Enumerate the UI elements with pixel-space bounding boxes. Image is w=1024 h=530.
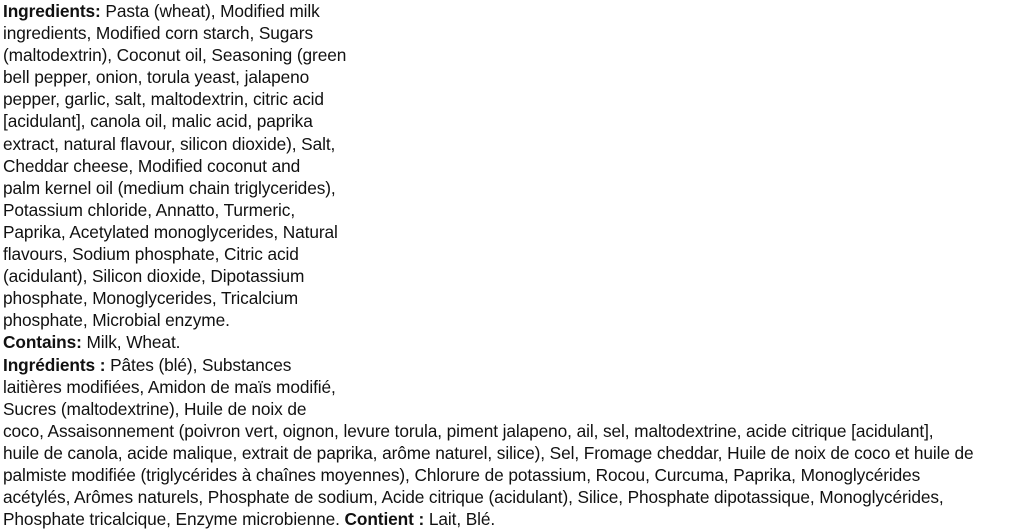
english-ingredients-line-15: phosphate, Microbial enzyme. (3, 310, 230, 331)
english-ingredients-line-1 (3, 0, 1024, 22)
french-contains-heading: Contient : (344, 509, 425, 530)
french-ingredients-line-1 (3, 354, 1024, 376)
french-ingredients-line-4: coco, Assaisonnement (poivron vert, oignon, levure torula, piment jalapeno, ail, sel, maltodextrine, acide citrique [acidulant], (3, 420, 934, 441)
english-ingredients-line-8: Cheddar cheese, Modified coconut and (3, 155, 301, 176)
english-ingredients-line-6: [acidulant], canola oil, malic acid, paprika (3, 111, 313, 132)
english-ingredients-line-4: bell pepper, onion, torula yeast, jalapeno (3, 67, 310, 88)
english-contains-text: Milk, Wheat. (81, 332, 181, 353)
english-ingredients-heading: Ingredients: (3, 1, 101, 21)
english-contains-line (3, 331, 1024, 353)
ingredients-label (3, 0, 1024, 530)
english-ingredients-text: Pasta (wheat), Modified milk (100, 1, 320, 21)
french-ingredients-line-3: Sucres (maltodextrine), Huile de noix de (3, 398, 307, 419)
english-ingredients-line-2: ingredients, Modified corn starch, Sugars (3, 23, 314, 44)
english-ingredients-line-12: flavours, Sodium phosphate, Citric acid (3, 244, 299, 265)
french-ingredients-line-8 (3, 508, 1024, 530)
french-ingredients-text: Pâtes (blé), Substances (105, 354, 292, 375)
french-ingredients-line-2: laitières modifiées, Amidon de maïs modifié, (3, 376, 336, 397)
english-ingredients-line-13: (acidulant), Silicon dioxide, Dipotassium (3, 266, 305, 287)
french-ingredients-heading: Ingrédients : (3, 354, 106, 375)
english-ingredients-line-14: phosphate, Monoglycerides, Tricalcium (3, 288, 299, 309)
english-contains-heading: Contains: (3, 332, 82, 353)
french-ingredients-text-end: Phosphate tricalcique, Enzyme microbienne. (3, 509, 345, 530)
french-contains-text: Lait, Blé. (424, 509, 496, 530)
english-ingredients-line-5: pepper, garlic, salt, maltodextrin, citric acid (3, 89, 324, 110)
english-ingredients-line-10: Potassium chloride, Annatto, Turmeric, (3, 199, 296, 220)
english-ingredients-line-9: palm kernel oil (medium chain triglycerides), (3, 177, 336, 198)
french-ingredients-line-6: palmiste modifiée (triglycérides à chaînes moyennes), Chlorure de potassium, Rocou, Curcuma, Paprika, Monoglycérides (3, 464, 921, 485)
english-ingredients-line-7: extract, natural flavour, silicon dioxide), Salt, (3, 133, 336, 154)
english-ingredients-line-11: Paprika, Acetylated monoglycerides, Natural (3, 221, 338, 242)
french-ingredients-line-7: acétylés, Arômes naturels, Phosphate de sodium, Acide citrique (acidulant), Silice, Phosphate dipotassique, Monoglycérides, (3, 487, 944, 508)
english-ingredients-line-3: (maltodextrin), Coconut oil, Seasoning (green (3, 45, 347, 66)
french-ingredients-line-5: huile de canola, acide malique, extrait de paprika, arôme naturel, silice), Sel, Fromage cheddar, Huile de noix de coco et huile de (3, 442, 974, 463)
